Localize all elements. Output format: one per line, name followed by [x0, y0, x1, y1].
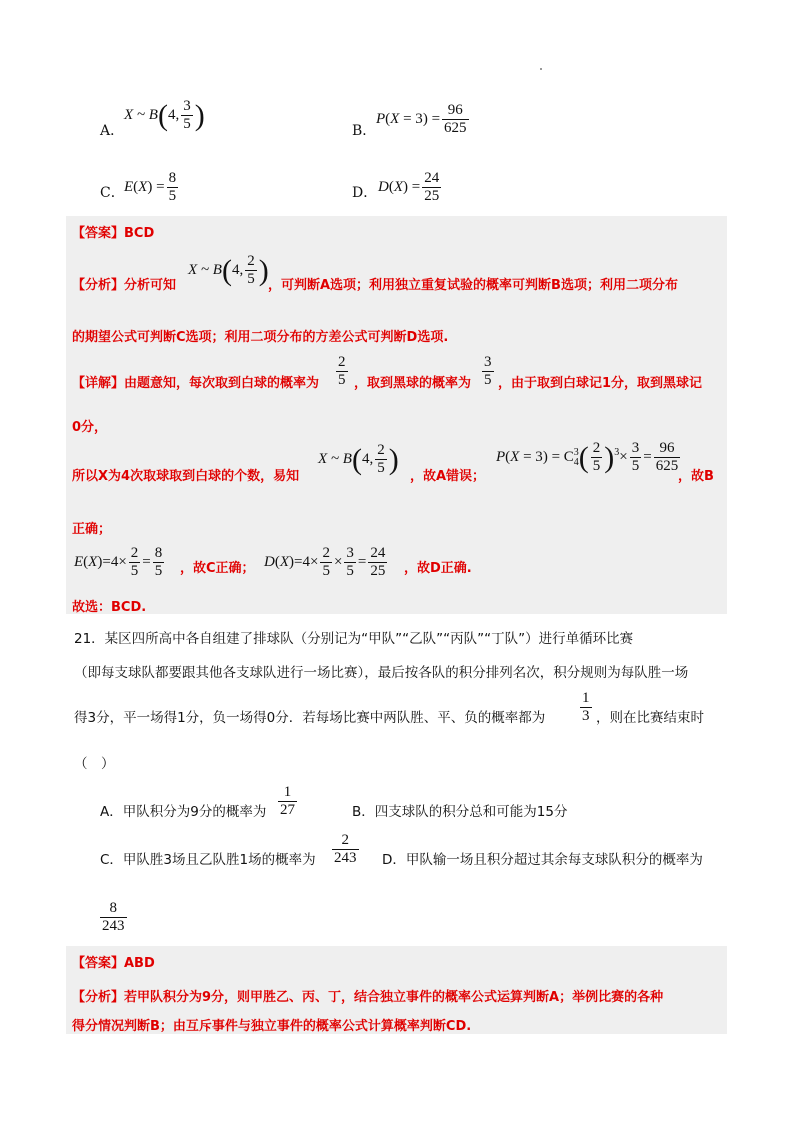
q20-detail-distribution: X ~ B(4, $\frac{2}{5}$ ) — [318, 442, 399, 477]
q21-line1: 21．某区四所高中各自组建了排球队（分别记为“甲队”“乙队”“丙队”“丁队”）进行单循环比赛 — [74, 631, 634, 647]
q21-option-b: B．四支球队的积分总和可能为15分 — [352, 804, 568, 820]
q20-detail-line5-tail: ，故D正确. — [404, 561, 472, 576]
q21-option-c-fraction: $\frac{2}{243}$ — [334, 832, 357, 867]
q20-detail-line3-head: 所以X为4次取球取到白球的个数，易知 — [72, 469, 300, 484]
q20-analysis-distribution: X ~ B(4, $\frac{2}{5}$ ) — [188, 253, 269, 288]
q21-line2: （即每支球队都要跟其他各支球队进行一场比赛），最后按各队的积分排列名次，积分规则为每队胜一场 — [74, 665, 689, 681]
option-d-label: D． — [352, 185, 378, 201]
q20-detail-line3-mid: ，故A错误； — [410, 469, 486, 484]
q21-option-a-fraction: $\frac{1}{27}$ — [280, 784, 295, 819]
q20-expectation: E(X)=4× $\frac{2}{5}$ = $\frac{8}{5}$ — [74, 545, 163, 580]
q20-choice: 故选：BCD. — [72, 600, 147, 615]
q20-binomial-probability: P(X = 3) = C 3 4 ( $\frac{2}{5}$ )$^3$× $\frac{3}{5}$ = $\frac{96}{625}$ — [496, 440, 679, 475]
option-a-label: A． — [100, 123, 125, 139]
q21-option-d-fraction: $\frac{8}{243}$ — [102, 900, 125, 935]
q20-detail-line4: 正确； — [72, 522, 112, 537]
q21-line3-head: 得3分，平一场得1分，负一场得0分．若每场比赛中两队胜、平、负的概率都为 — [74, 710, 546, 726]
q21-probability-fraction: $\frac{1}{3}$ — [582, 690, 590, 725]
q20-analysis-tail: ，可判断A选项；利用独立重复试验的概率可判断B选项；利用二项分布 — [268, 278, 678, 293]
q21-analysis-line1: 【分析】若甲队积分为9分，则甲胜乙、丙、丁，结合独立事件的概率公式运算判断A；举例比赛的各种 — [72, 990, 664, 1005]
q21-option-c: C．甲队胜3场且乙队胜1场的概率为 — [100, 852, 316, 868]
q20-analysis-line2: 的期望公式可判断C选项；利用二项分布的方差公式可判断D选项. — [72, 330, 449, 345]
q21-option-d: D．甲队输一场且积分超过其余每支球队积分的概率为 — [382, 852, 703, 868]
q20-answer: 【答案】BCD — [72, 226, 155, 241]
white-prob-fraction: $\frac{2}{5}$ — [338, 354, 346, 389]
option-b-expression: P(X = 3) = $\frac{96}{625}$ — [376, 102, 467, 137]
q21-line4: （ ） — [74, 756, 115, 772]
q21-answer: 【答案】ABD — [72, 956, 155, 971]
black-prob-fraction: $\frac{3}{5}$ — [484, 354, 492, 389]
q20-detail-mid: ，取到黑球的概率为 — [354, 376, 472, 391]
option-c-expression: E(X) = $\frac{8}{5}$ — [124, 170, 177, 205]
option-a-expression: X ~ B(4, $\frac{3}{5}$ ) — [124, 98, 205, 133]
q20-detail-line2: 0分， — [72, 420, 108, 435]
q20-detail-line3-tail: ，故B — [678, 469, 714, 484]
q20-variance: D(X)=4× $\frac{2}{5}$ × $\frac{3}{5}$ = $\frac{24}{25}$ — [264, 545, 386, 580]
option-d-expression: D(X) = $\frac{24}{25}$ — [378, 170, 440, 205]
page-dot — [540, 68, 542, 70]
q20-detail-tail: ，由于取到白球记1分，取到黑球记 — [498, 376, 703, 391]
q20-analysis-head: 【分析】分析可知 — [72, 278, 177, 293]
q21-line3-tail: ，则在比赛结束时 — [596, 710, 704, 726]
option-b-label: B． — [352, 123, 377, 139]
option-c-label: C． — [100, 185, 125, 201]
q20-detail-head: 【详解】由题意知，每次取到白球的概率为 — [72, 376, 320, 391]
q20-detail-line5-mid: ，故C正确； — [180, 561, 255, 576]
q21-analysis-line2: 得分情况判断B；由互斥事件与独立事件的概率公式计算概率判断CD. — [72, 1019, 472, 1034]
q21-option-a: A．甲队积分为9分的概率为 — [100, 804, 267, 820]
